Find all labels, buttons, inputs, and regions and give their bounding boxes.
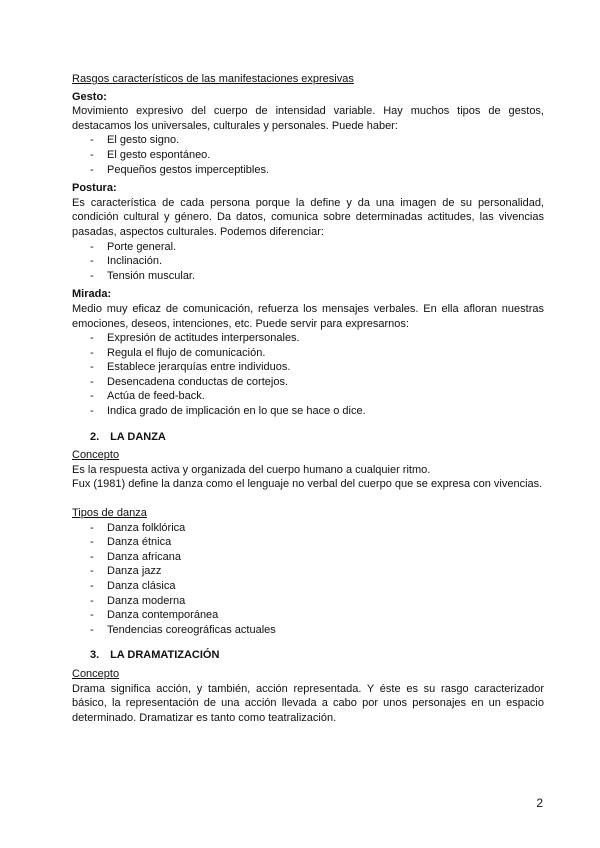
section-number: 2. bbox=[90, 430, 100, 443]
postura-list bbox=[72, 240, 544, 284]
section-number: 3. bbox=[90, 649, 100, 662]
list-item: - Danza folklórica bbox=[90, 521, 544, 536]
list-item: - Danza étnica bbox=[90, 535, 544, 550]
danza-concepto-label: Concepto bbox=[72, 449, 120, 462]
page-number: 2 bbox=[536, 796, 543, 810]
dramatizacion-concepto-text: Drama significa acción, y también, acción representada. Y éste es su rasgo caracterizador básico, la representación de una acción llevada a cabo por unos personajes en un espacio determinado. Dramatizar es tanto como teatralización. bbox=[72, 682, 544, 724]
list-item: - Desencadena conductas de cortejos. bbox=[90, 375, 544, 390]
section-title: LA DRAMATIZACIÓN bbox=[110, 649, 220, 662]
list-item: - Danza moderna bbox=[90, 594, 544, 609]
gesto-text: Movimiento expresivo del cuerpo de intensidad variable. Hay muchos tipos de gestos, destacamos los universales, culturales y personales. Puede haber: bbox=[72, 105, 544, 132]
document-page bbox=[72, 72, 544, 725]
list-item: - Inclinación. bbox=[90, 254, 544, 269]
gesto-title: Gesto: bbox=[72, 90, 107, 103]
section-heading: Rasgos característicos de las manifestaciones expresivas bbox=[72, 73, 354, 85]
danza-tipos-list bbox=[72, 521, 544, 638]
postura-title: Postura: bbox=[72, 182, 117, 195]
mirada-title: Mirada: bbox=[72, 288, 112, 301]
list-item: - El gesto signo. bbox=[90, 133, 544, 148]
dramatizacion-concepto-label: Concepto bbox=[72, 667, 120, 680]
list-item: - Actúa de feed-back. bbox=[90, 389, 544, 404]
postura-text: Es característica de cada persona porque la define y da una imagen de su personalidad, condición cultural y género. Da datos, comunica sobre determinadas actitudes, las vivencias pasadas, aspectos culturales. Podemos diferenciar: bbox=[72, 196, 544, 238]
list-item: - Indica grado de implicación en lo que se hace o dice. bbox=[90, 404, 544, 419]
list-item: - Tensión muscular. bbox=[90, 269, 544, 284]
mirada-text: Medio muy eficaz de comunicación, refuerza los mensajes verbales. En ella afloran nuestras emociones, deseos, intenciones, etc. Puede servir para expresarnos: bbox=[72, 302, 544, 330]
list-item: - Porte general. bbox=[90, 240, 544, 255]
danza-section-title bbox=[72, 430, 544, 445]
dramatizacion-section-title bbox=[72, 648, 544, 663]
list-item: - Tendencias coreográficas actuales bbox=[90, 623, 544, 638]
list-item: - Danza jazz bbox=[90, 564, 544, 579]
section-title: LA DANZA bbox=[110, 430, 166, 443]
mirada-list bbox=[72, 331, 544, 419]
danza-concepto-text-1: Es la respuesta activa y organizada del cuerpo humano a cualquier ritmo. bbox=[72, 463, 431, 476]
danza-tipos-label: Tipos de danza bbox=[72, 507, 147, 520]
danza-concepto-text-2: Fux (1981) define la danza como el lenguaje no verbal del cuerpo que se expresa con vivencias. bbox=[72, 478, 543, 491]
list-item: - Expresión de actitudes interpersonales. bbox=[90, 331, 544, 346]
list-item: - Danza clásica bbox=[90, 579, 544, 594]
list-item: - Pequeños gestos imperceptibles. bbox=[90, 163, 544, 178]
gesto-list bbox=[72, 133, 544, 177]
list-item: - Establece jerarquías entre individuos. bbox=[90, 360, 544, 375]
list-item: - El gesto espontáneo. bbox=[90, 148, 544, 163]
list-item: - Danza africana bbox=[90, 550, 544, 565]
list-item: - Danza contemporánea bbox=[90, 608, 544, 623]
list-item: - Regula el flujo de comunicación. bbox=[90, 346, 544, 361]
